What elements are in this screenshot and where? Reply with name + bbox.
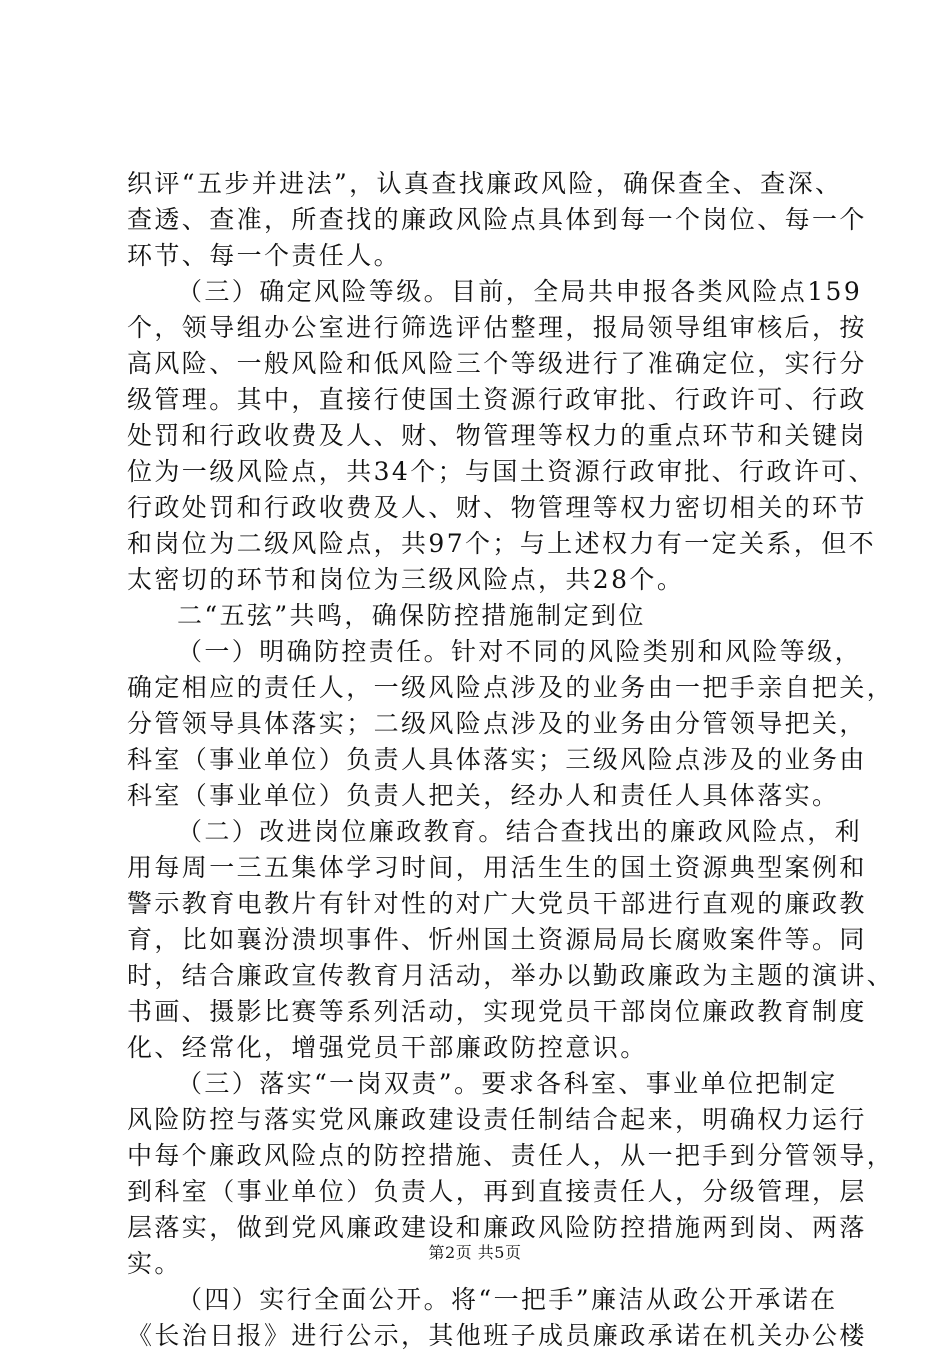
document-body [127,166,895,1354]
text-line: 环节、每一个责任人。 [127,241,402,270]
text-line: 书画、摄影比赛等系列活动，实现党员干部岗位廉政教育制度 [127,997,867,1026]
text-line: 科室（事业单位）负责人具体落实；三级风险点涉及的业务由 [127,745,867,774]
text-line: （二）改进岗位廉政教育。结合查找出的廉政风险点，利 [177,817,863,846]
text-line: 行政处罚和行政收费及人、财、物管理等权力密切相关的环节 [127,493,867,522]
text-line: 处罚和行政收费及人、财、物管理等权力的重点环节和关键岗 [127,421,867,450]
text-line: 实。 [127,1249,182,1278]
text-line: 和岗位为二级风险点，共97个；与上述权力有一定关系，但不 [127,529,877,558]
text-line: （一）明确防控责任。针对不同的风险类别和风险等级， [177,637,863,666]
text-line: 到科室（事业单位）负责人，再到直接责任人，分级管理，层 [127,1177,867,1206]
text-line: 风险防控与落实党风廉政建设责任制结合起来，明确权力运行 [127,1105,867,1134]
text-line: 层落实，做到党风廉政建设和廉政风险防控措施两到岗、两落 [127,1213,867,1242]
text-line: 确定相应的责任人，一级风险点涉及的业务由一把手亲自把关， [127,673,895,702]
text-line: 级管理。其中，直接行使国土资源行政审批、行政许可、行政 [127,385,867,414]
text-line: 分管领导具体落实；二级风险点涉及的业务由分管领导把关， [127,709,867,738]
text-line: 位为一级风险点，共34个；与国土资源行政审批、行政许可、 [127,457,877,486]
page-number-footer: 第2页 共5页 [428,1243,522,1262]
text-line: 高风险、一般风险和低风险三个等级进行了准确定位，实行分 [127,349,867,378]
text-line: （四）实行全面公开。将“一把手”廉洁从政公开承诺在 [177,1285,838,1314]
text-line: 《长治日报》进行公示，其他班子成员廉政承诺在机关办公楼 [127,1321,867,1350]
text-line: 织评“五步并进法”，认真查找廉政风险，确保查全、查深、 [127,169,843,198]
text-line: （三）落实“一岗双责”。要求各科室、事业单位把制定 [177,1069,838,1098]
text-line: 个，领导组办公室进行筛选评估整理，报局领导组审核后，按 [127,313,867,342]
text-line: 时，结合廉政宣传教育月活动，举办以勤政廉政为主题的演讲、 [127,961,895,990]
text-line: 查透、查准，所查找的廉政风险点具体到每一个岗位、每一个 [127,205,867,234]
text-line: 太密切的环节和岗位为三级风险点，共28个。 [127,565,685,594]
text-line: 中每个廉政风险点的防控措施、责任人，从一把手到分管领导， [127,1141,895,1170]
text-line: 警示教育电教片有针对性的对广大党员干部进行直观的廉政教 [127,889,867,918]
text-line: 科室（事业单位）负责人把关，经办人和责任人具体落实。 [127,781,840,810]
text-line: 育，比如襄汾溃坝事件、忻州国土资源局局长腐败案件等。同 [127,925,867,954]
text-line: 用每周一三五集体学习时间，用活生生的国土资源典型案例和 [127,853,867,882]
text-line: 化、经常化，增强党员干部廉政防控意识。 [127,1033,648,1062]
text-line: 二“五弦”共鸣，确保防控措施制定到位 [177,601,646,630]
text-line: （三）确定风险等级。目前，全局共申报各类风险点159 [177,277,863,306]
